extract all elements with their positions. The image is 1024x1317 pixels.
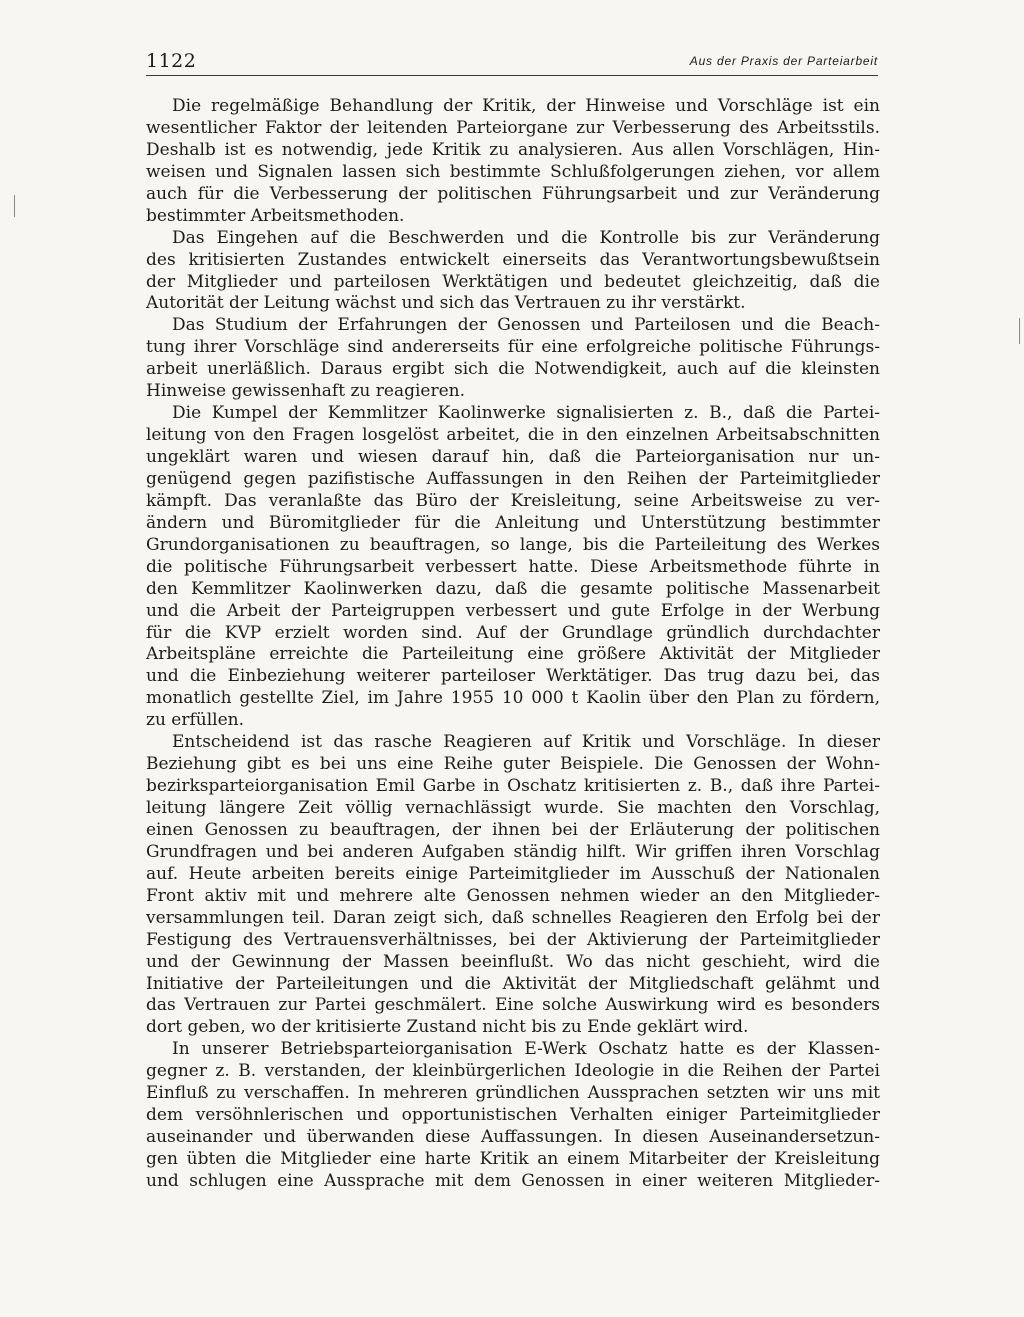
header-rule (146, 75, 878, 76)
page-number: 1122 (146, 50, 197, 72)
text-line: Grundfragen und bei anderen Aufgaben ständig hilft. Wir griffen ihren Vorschlag (146, 841, 880, 862)
text-line: Autorität der Leitung wächst und sich das Vertrauen zu ihr verstärkt. (146, 293, 746, 314)
text-line: auseinander und überwanden diese Auffassungen. In diesen Auseinandersetzun- (146, 1127, 880, 1148)
text-line: Deshalb ist es notwendig, jede Kritik zu analysieren. Aus allen Vorschlägen, Hin- (146, 139, 880, 160)
text-line: Front aktiv mit und mehrere alte Genossen nehmen wieder an den Mitglieder- (146, 885, 880, 906)
text-line: dem versöhnlerischen und opportunistischen Verhalten einiger Parteimitglieder (146, 1105, 880, 1126)
scan-margin-mark (14, 195, 15, 217)
text-line: zu erfüllen. (146, 710, 245, 731)
page-header (146, 50, 878, 78)
text-line: kämpft. Das veranlaßte das Büro der Kreisleitung, seine Arbeitsweise zu ver- (146, 490, 880, 511)
text-line: dort geben, wo der kritisierte Zustand nicht bis zu Ende geklärt wird. (146, 1017, 749, 1038)
text-line: einen Genossen zu beauftragen, der ihnen bei der Erläuterung der politischen (146, 819, 880, 840)
text-line: bestimmter Arbeitsmethoden. (146, 205, 405, 226)
text-line: bezirksparteiorganisation Emil Garbe in Oschatz kritisierten z. B., daß ihre Partei- (146, 776, 880, 797)
text-line: In unserer Betriebsparteiorganisation E-Werk Oschatz hatte es der Klassen- (172, 1039, 880, 1060)
text-line: die politische Führungsarbeit verbessert hatte. Diese Arbeitsmethode führte in (146, 556, 880, 577)
text-line: für die KVP erzielt worden sind. Auf der Grundlage gründlich durchdachter (146, 622, 880, 643)
text-line: und die Arbeit der Parteigruppen verbessert und gute Erfolge in der Werbung (146, 600, 880, 621)
text-line: wesentlicher Faktor der leitenden Parteiorgane zur Verbesserung des Arbeitsstils. (146, 117, 880, 138)
text-line: weisen und Signalen lassen sich bestimmte Schlußfolgerungen ziehen, vor allem (146, 161, 880, 182)
text-line: auch für die Verbesserung der politischen Führungsarbeit und zur Veränderung (146, 183, 880, 204)
text-line: leitung von den Fragen losgelöst arbeitet, die in den einzelnen Arbeitsabschnitten (146, 425, 880, 446)
text-line: arbeit unerläßlich. Daraus ergibt sich die Notwendigkeit, auch auf die kleinsten (146, 359, 880, 380)
text-line: Initiative der Parteileitungen und die Aktivität der Mitgliedschaft gelähmt und (146, 973, 880, 994)
text-line: ungeklärt waren und wiesen darauf hin, daß die Parteiorganisation nur un- (146, 447, 880, 467)
text-line: Hinweise gewissenhaft zu reagieren. (146, 381, 465, 402)
body-text (146, 96, 880, 1193)
running-head: Aus der Praxis der Parteiarbeit (689, 54, 878, 68)
text-line: versammlungen teil. Daran zeigt sich, daß schnelles Reagieren den Erfolg bei der (146, 907, 880, 928)
text-line: gen übten die Mitglieder eine harte Kritik an einem Mitarbeiter der Kreisleitung (146, 1149, 880, 1169)
text-line: genügend gegen pazifistische Auffassungen in den Reihen der Parteimitglieder (146, 468, 880, 489)
text-line: und die Einbeziehung weiterer parteiloser Werktätiger. Das trug dazu bei, das (146, 666, 880, 687)
text-line: Die Kumpel der Kemmlitzer Kaolinwerke signalisierten z. B., daß die Partei- (172, 403, 880, 424)
text-line: ändern und Büromitglieder für die Anleitung und Unterstützung bestimmter (146, 512, 880, 533)
text-line: Grundorganisationen zu beauftragen, so lange, bis die Parteileitung des Werkes (146, 534, 880, 555)
text-line: Beziehung gibt es bei uns eine Reihe guter Beispiele. Die Genossen der Wohn- (146, 754, 880, 775)
text-line: des kritisierten Zustandes entwickelt einerseits das Verantwortungsbewußtsein (146, 249, 880, 270)
text-line: Das Studium der Erfahrungen der Genossen und Parteilosen und die Beach- (172, 315, 880, 336)
text-line: gegner z. B. verstanden, der kleinbürgerlichen Ideologie in die Reihen der Partei (146, 1061, 880, 1082)
scan-margin-mark (1019, 318, 1020, 344)
text-line: auf. Heute arbeiten bereits einige Parteimitglieder im Ausschuß der Nationalen (146, 863, 880, 884)
text-line: Die regelmäßige Behandlung der Kritik, der Hinweise und Vorschläge ist ein (172, 96, 880, 116)
text-line: tung ihrer Vorschläge sind andererseits für eine erfolgreiche politische Führungs- (146, 337, 880, 358)
text-line: monatlich gestellte Ziel, im Jahre 1955 10 000 t Kaolin über den Plan zu fördern, (146, 688, 880, 709)
text-line: der Mitglieder und parteilosen Werktätigen und bedeutet gleichzeitig, daß die (146, 271, 880, 292)
text-line: Einfluß zu verschaffen. In mehreren gründlichen Aussprachen setzten wir uns mit (146, 1083, 880, 1104)
text-line: und schlugen eine Aussprache mit dem Genossen in einer weiteren Mitglieder- (146, 1170, 880, 1191)
text-line: Arbeitspläne erreichte die Parteileitung eine größere Aktivität der Mitglieder (146, 644, 880, 665)
text-line: Das Eingehen auf die Beschwerden und die Kontrolle bis zur Veränderung (172, 227, 880, 248)
text-line: Entscheidend ist das rasche Reagieren auf Kritik und Vorschläge. In dieser (172, 732, 880, 753)
text-line: den Kemmlitzer Kaolinwerken dazu, daß die gesamte politische Massenarbeit (146, 578, 880, 599)
text-line: und der Gewinnung der Massen beeinflußt. Wo das nicht geschieht, wird die (146, 951, 880, 972)
text-line: leitung längere Zeit völlig vernachlässigt wurde. Sie machten den Vorschlag, (146, 798, 880, 818)
text-line: Festigung des Vertrauensverhältnisses, bei der Aktivierung der Parteimitglieder (146, 929, 880, 950)
text-line: das Vertrauen zur Partei geschmälert. Eine solche Auswirkung wird es besonders (146, 995, 880, 1016)
